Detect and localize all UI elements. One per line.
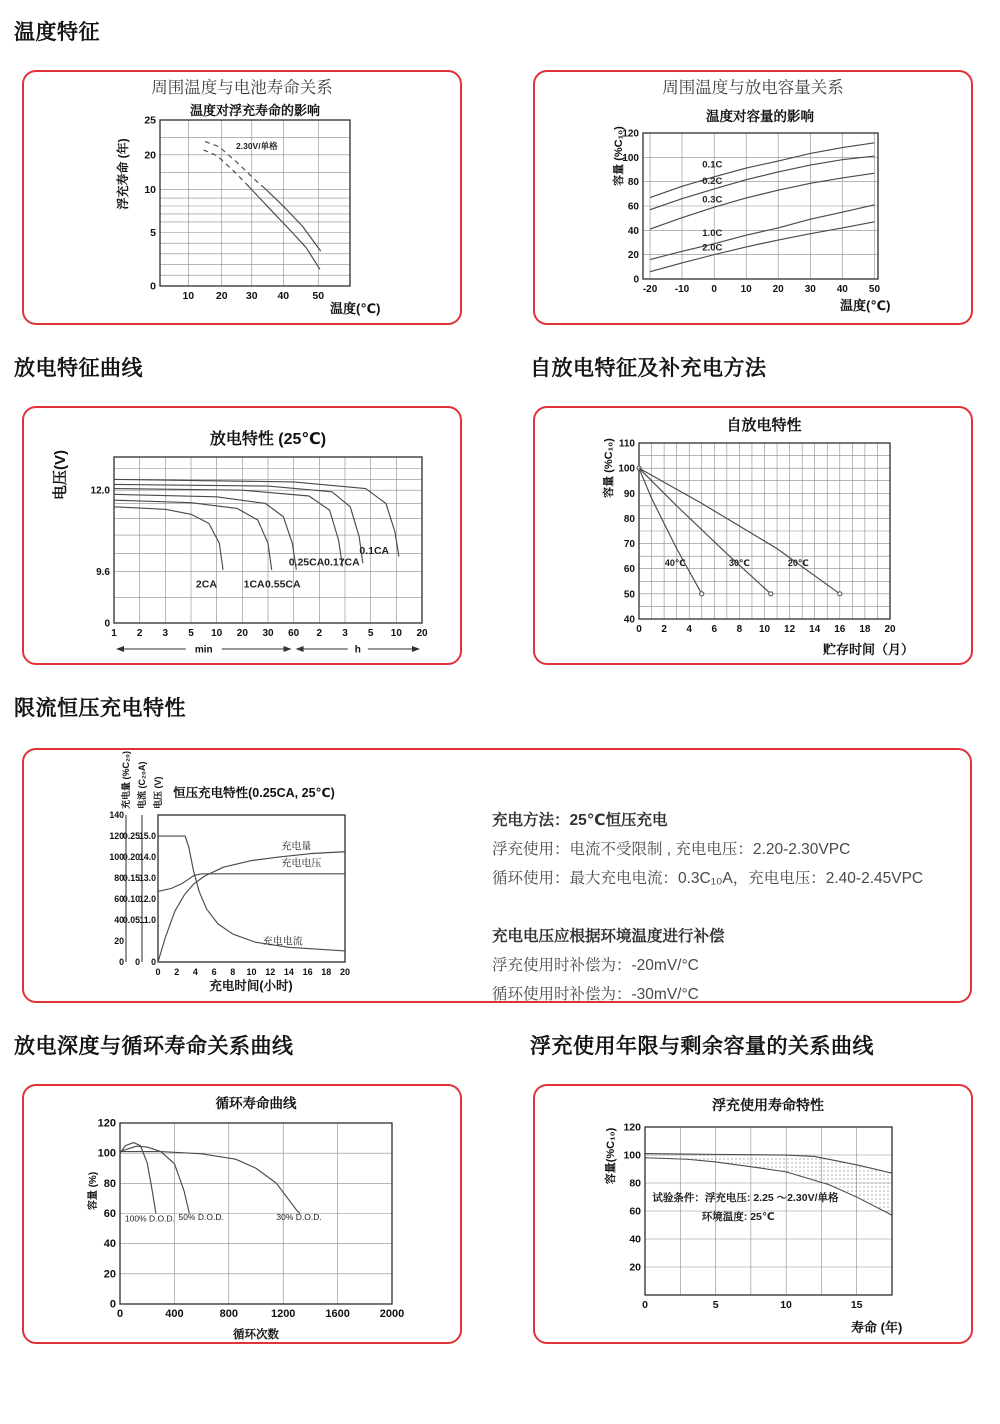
svg-text:40: 40 <box>277 290 290 302</box>
svg-text:-20: -20 <box>642 284 658 295</box>
heading-float-life: 浮充使用年限与剩余容量的关系曲线 <box>530 1035 874 1058</box>
chart-cv-charge <box>82 750 482 1001</box>
chart-discharge <box>24 408 460 663</box>
svg-text:2CA: 2CA <box>195 578 217 591</box>
svg-text:18: 18 <box>321 967 332 977</box>
svg-text:0.20: 0.20 <box>122 852 140 863</box>
svg-text:0.1C: 0.1C <box>702 159 723 171</box>
svg-text:充电时间(小时): 充电时间(小时) <box>209 979 293 993</box>
charging-instructions <box>482 750 923 1001</box>
svg-text:12.0: 12.0 <box>90 485 110 497</box>
svg-text:周围温度与电池寿命关系: 周围温度与电池寿命关系 <box>151 79 333 97</box>
svg-text:14.0: 14.0 <box>138 852 156 863</box>
svg-text:80: 80 <box>103 1177 116 1190</box>
row-temperature-charts <box>22 70 1000 325</box>
chart-float-life <box>535 1086 971 1342</box>
svg-text:20: 20 <box>215 290 228 302</box>
heading-cycle-life: 放电深度与循环寿命关系曲线 <box>14 1035 294 1058</box>
svg-text:120: 120 <box>623 1121 641 1134</box>
svg-text:6: 6 <box>211 967 217 977</box>
svg-text:2000: 2000 <box>379 1308 405 1320</box>
svg-text:20: 20 <box>884 624 896 635</box>
svg-text:13.0: 13.0 <box>138 873 156 884</box>
svg-text:放电特性 (25℃): 放电特性 (25℃) <box>209 431 327 448</box>
svg-text:0: 0 <box>109 1298 116 1311</box>
row-discharge-charts <box>22 406 1000 665</box>
svg-text:30: 30 <box>804 284 816 295</box>
svg-text:1600: 1600 <box>325 1308 350 1320</box>
svg-text:10: 10 <box>182 290 195 302</box>
svg-text:30: 30 <box>262 628 274 639</box>
svg-text:2.0C: 2.0C <box>702 242 723 254</box>
svg-text:20: 20 <box>339 967 351 977</box>
svg-text:50: 50 <box>868 284 881 295</box>
svg-text:18: 18 <box>859 624 871 635</box>
panel-cycle-life <box>22 1084 462 1344</box>
svg-text:20: 20 <box>416 628 428 639</box>
svg-text:1200: 1200 <box>270 1308 296 1320</box>
svg-text:2.30V/单格: 2.30V/单格 <box>236 141 278 152</box>
svg-text:0: 0 <box>151 957 156 967</box>
panel-temp-capacity <box>533 70 973 325</box>
svg-text:自放电特性: 自放电特性 <box>726 417 802 434</box>
svg-text:12: 12 <box>784 624 796 635</box>
svg-text:1CA: 1CA <box>243 578 265 591</box>
svg-text:2: 2 <box>661 624 667 635</box>
svg-text:16: 16 <box>302 967 313 977</box>
svg-text:0.1CA: 0.1CA <box>359 545 390 558</box>
svg-text:100: 100 <box>622 152 639 164</box>
svg-text:0.25CA: 0.25CA <box>288 556 325 569</box>
svg-text:80: 80 <box>629 1177 641 1190</box>
svg-text:0.3C: 0.3C <box>702 194 723 206</box>
svg-text:寿命 (年): 寿命 (年) <box>851 1320 903 1335</box>
heading-row-life <box>14 1030 1000 1060</box>
svg-text:1.0C: 1.0C <box>702 227 723 239</box>
svg-text:15: 15 <box>850 1299 863 1311</box>
svg-text:10: 10 <box>144 184 156 197</box>
svg-text:循环寿命曲线: 循环寿命曲线 <box>215 1096 297 1111</box>
svg-text:120: 120 <box>622 128 639 140</box>
svg-text:容量 (%C₁₀): 容量 (%C₁₀) <box>613 126 625 186</box>
page-title: 温度特征 <box>14 21 100 44</box>
svg-text:0: 0 <box>633 274 639 286</box>
svg-text:100: 100 <box>618 463 635 475</box>
svg-text:温度对浮充寿命的影响: 温度对浮充寿命的影响 <box>189 103 321 118</box>
svg-text:30% D.O.D.: 30% D.O.D. <box>276 1211 322 1222</box>
compensation-title-line: 充电电压应根据环境温度进行补偿 <box>492 928 725 945</box>
svg-text:min: min <box>194 644 213 656</box>
svg-text:100: 100 <box>109 852 124 863</box>
svg-text:3: 3 <box>342 628 348 639</box>
heading-discharge-curves: 放电特征曲线 <box>14 357 143 380</box>
svg-text:12.0: 12.0 <box>138 893 156 904</box>
svg-text:2: 2 <box>316 628 323 639</box>
svg-text:8: 8 <box>736 624 743 635</box>
svg-text:16: 16 <box>834 624 846 635</box>
svg-text:20: 20 <box>114 935 124 946</box>
svg-text:0: 0 <box>642 1299 648 1311</box>
svg-text:充电量: 充电量 <box>281 841 312 853</box>
svg-text:120: 120 <box>97 1117 116 1130</box>
svg-text:恒压充电特性(0.25CA, 25℃): 恒压充电特性(0.25CA, 25℃) <box>173 786 335 800</box>
charge-method-line: 充电方法：25℃恒压充电 <box>492 812 668 829</box>
svg-text:浮充寿命 (年): 浮充寿命 (年) <box>116 138 130 210</box>
svg-text:20: 20 <box>236 628 248 639</box>
svg-text:10: 10 <box>390 628 402 639</box>
svg-text:100: 100 <box>623 1149 641 1162</box>
svg-text:2: 2 <box>174 967 180 977</box>
svg-text:5: 5 <box>367 628 374 639</box>
svg-text:20: 20 <box>144 149 156 162</box>
svg-text:充电电压: 充电电压 <box>281 858 322 870</box>
svg-text:400: 400 <box>165 1308 184 1320</box>
svg-text:60: 60 <box>629 1205 641 1218</box>
svg-text:40℃: 40℃ <box>664 558 686 569</box>
svg-text:充电量 (%C₂₀): 充电量 (%C₂₀) <box>121 750 131 809</box>
svg-text:0.17CA: 0.17CA <box>324 556 360 569</box>
chart-cycle-life <box>24 1086 460 1342</box>
svg-text:0.25: 0.25 <box>122 831 140 842</box>
svg-text:20: 20 <box>103 1268 116 1281</box>
panel-temp-float-life <box>22 70 462 325</box>
svg-text:电压 (V): 电压 (V) <box>153 776 163 809</box>
svg-text:0.15: 0.15 <box>122 873 140 884</box>
svg-text:电压(V): 电压(V) <box>52 450 69 500</box>
svg-text:1: 1 <box>111 628 117 639</box>
svg-text:0: 0 <box>104 618 110 630</box>
svg-text:4: 4 <box>192 967 198 977</box>
heading-self-discharge: 自放电特征及补充电方法 <box>530 357 767 380</box>
svg-text:11.0: 11.0 <box>139 914 156 925</box>
svg-text:20: 20 <box>772 284 784 295</box>
panel-float-life <box>533 1084 973 1344</box>
svg-text:40: 40 <box>114 914 124 925</box>
svg-text:0.05: 0.05 <box>122 914 140 925</box>
svg-text:温度(℃): 温度(℃) <box>330 301 381 316</box>
svg-text:14: 14 <box>283 967 294 977</box>
svg-text:100: 100 <box>97 1147 116 1160</box>
svg-text:0: 0 <box>119 957 124 967</box>
svg-text:40: 40 <box>103 1238 116 1251</box>
svg-text:温度(℃): 温度(℃) <box>840 298 891 313</box>
panel-discharge <box>22 406 462 665</box>
panel-self-discharge <box>533 406 973 665</box>
svg-text:10: 10 <box>780 1299 792 1311</box>
svg-text:8: 8 <box>230 967 236 977</box>
svg-text:50: 50 <box>312 290 325 302</box>
chart-temp-capacity <box>535 72 971 323</box>
svg-text:14: 14 <box>809 624 821 635</box>
svg-text:60: 60 <box>114 893 124 904</box>
svg-text:6: 6 <box>711 624 718 635</box>
svg-text:80: 80 <box>114 873 124 884</box>
svg-text:温度对容量的影响: 温度对容量的影响 <box>706 109 814 124</box>
svg-text:周围温度与放电容量关系: 周围温度与放电容量关系 <box>662 79 844 97</box>
svg-text:2: 2 <box>136 628 143 639</box>
svg-text:60: 60 <box>627 201 639 213</box>
svg-text:25: 25 <box>144 114 156 127</box>
svg-text:浮充使用寿命特性: 浮充使用寿命特性 <box>712 1097 824 1113</box>
svg-text:10: 10 <box>246 967 257 977</box>
svg-text:循环次数: 循环次数 <box>233 1329 279 1341</box>
svg-text:120: 120 <box>109 831 124 842</box>
svg-text:环境温度: 25℃: 环境温度: 25℃ <box>701 1211 775 1224</box>
svg-text:3: 3 <box>162 628 169 639</box>
svg-text:充电电流: 充电电流 <box>262 936 303 948</box>
svg-text:0: 0 <box>636 624 642 635</box>
svg-text:试验条件：浮充电压: 2.25 ～2.30V/单格: 试验条件：浮充电压: 2.25 ～2.30V/单格 <box>652 1191 839 1204</box>
svg-text:50% D.O.D.: 50% D.O.D. <box>178 1211 224 1222</box>
svg-text:15.0: 15.0 <box>138 831 156 842</box>
svg-text:0.2C: 0.2C <box>702 176 723 188</box>
svg-text:0: 0 <box>155 967 161 977</box>
svg-text:20: 20 <box>627 250 639 262</box>
float-compensation-line: 浮充使用时补偿为：-20mV/°C <box>492 957 699 974</box>
svg-text:40: 40 <box>627 225 639 237</box>
svg-text:110: 110 <box>618 438 635 450</box>
float-charge-line: 浮充使用：电流不受限制 , 充电电压：2.20-2.30VPC <box>492 841 851 858</box>
heading-row-discharge <box>14 352 1000 382</box>
svg-text:100% D.O.D.: 100% D.O.D. <box>124 1213 175 1224</box>
svg-text:容量 (%): 容量 (%) <box>88 1171 99 1211</box>
chart-temp-float-life <box>24 72 460 323</box>
svg-text:90: 90 <box>623 488 635 500</box>
svg-text:0: 0 <box>150 280 156 293</box>
svg-text:60: 60 <box>288 628 300 639</box>
svg-text:10: 10 <box>211 628 223 639</box>
svg-text:0: 0 <box>116 1308 124 1320</box>
svg-text:0: 0 <box>135 957 140 967</box>
svg-text:容量 (%C₁₀): 容量 (%C₁₀) <box>603 438 615 498</box>
svg-text:40: 40 <box>836 284 848 295</box>
svg-text:20: 20 <box>629 1261 641 1274</box>
svg-text:贮存时间（月）: 贮存时间（月） <box>823 642 915 657</box>
svg-text:40: 40 <box>623 614 635 626</box>
svg-text:容量(%C₁₀): 容量(%C₁₀) <box>605 1127 617 1185</box>
cycle-compensation-line: 循环使用时补偿为：-30mV/°C <box>492 986 699 1003</box>
svg-text:30℃: 30℃ <box>728 558 750 569</box>
svg-text:70: 70 <box>623 539 635 550</box>
svg-text:800: 800 <box>219 1308 238 1320</box>
svg-text:60: 60 <box>103 1208 116 1220</box>
svg-text:60: 60 <box>623 564 635 576</box>
svg-text:电流 (C₂₀A): 电流 (C₂₀A) <box>137 761 147 809</box>
svg-text:140: 140 <box>109 810 124 820</box>
svg-text:12: 12 <box>265 967 276 977</box>
svg-text:80: 80 <box>627 177 639 189</box>
cycle-charge-line: 循环使用：最大充电电流：0.3C₁₀A，充电电压：2.40-2.45VPC <box>492 870 924 887</box>
svg-text:0.10: 0.10 <box>122 893 140 904</box>
svg-text:9.6: 9.6 <box>96 567 110 579</box>
svg-text:5: 5 <box>150 226 156 239</box>
row-life-charts <box>22 1084 1000 1344</box>
svg-text:0.55CA: 0.55CA <box>264 578 301 591</box>
svg-text:4: 4 <box>686 624 692 635</box>
svg-text:20℃: 20℃ <box>787 558 809 569</box>
svg-text:0: 0 <box>711 284 717 295</box>
svg-text:5: 5 <box>712 1299 719 1311</box>
svg-text:50: 50 <box>623 589 635 601</box>
svg-text:10: 10 <box>740 284 752 295</box>
panel-cv-charge <box>22 748 972 1003</box>
svg-text:-10: -10 <box>674 284 690 295</box>
svg-text:h: h <box>354 644 361 656</box>
svg-text:40: 40 <box>629 1233 641 1246</box>
heading-cv-charge: 限流恒压充电特性 <box>14 697 186 720</box>
svg-text:30: 30 <box>245 290 258 302</box>
svg-text:10: 10 <box>758 624 771 635</box>
svg-text:80: 80 <box>623 514 635 525</box>
svg-text:5: 5 <box>188 628 194 639</box>
chart-self-discharge <box>535 408 971 663</box>
